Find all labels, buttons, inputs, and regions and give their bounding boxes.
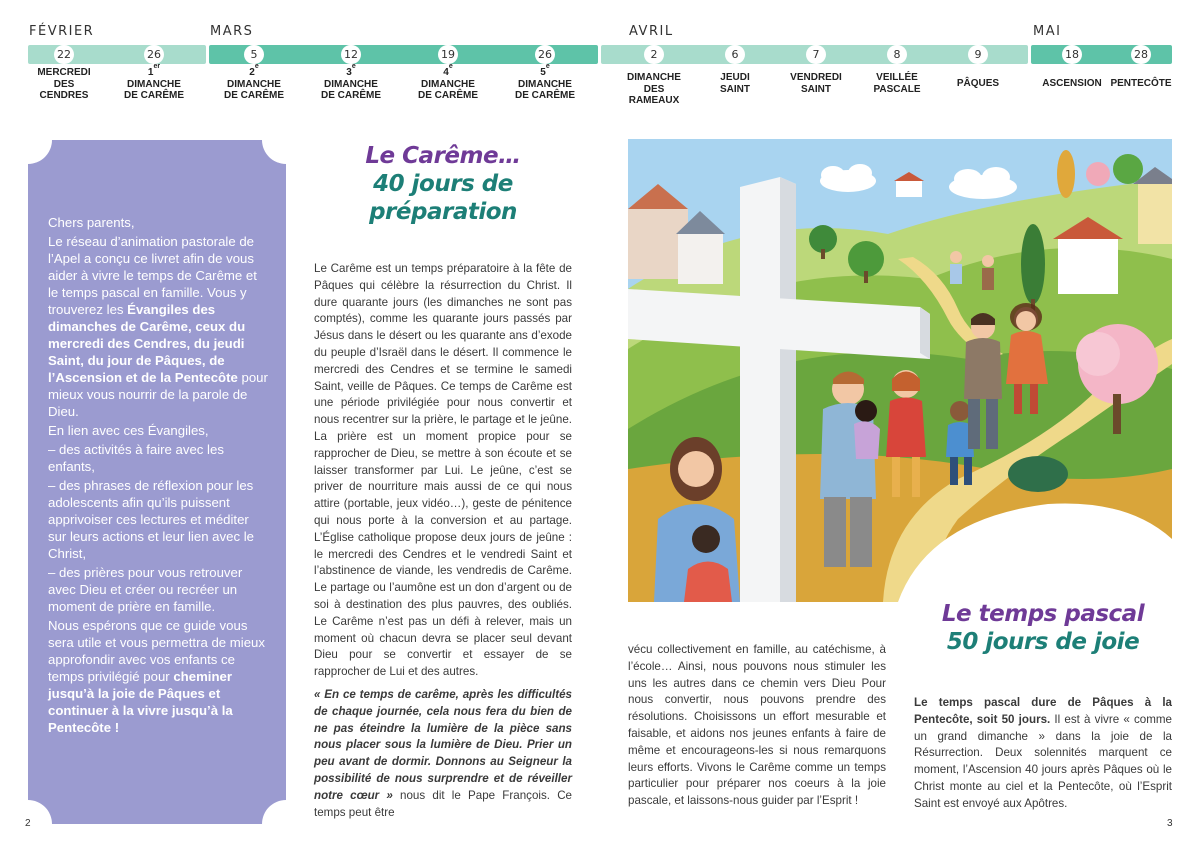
event-jeudi-saint (689, 72, 781, 95)
title-line: 40 jours de (373, 171, 513, 197)
event-veillee-pascale (851, 72, 943, 95)
date-pill: 12 (341, 45, 361, 64)
careme-title (300, 142, 586, 226)
month-label: FÉVRIER (29, 24, 95, 39)
event-line: DIMANCHE (627, 72, 681, 83)
event-dimanche-careme-4 (402, 63, 494, 102)
date-pill: 18 (1062, 45, 1082, 64)
event-dimanche-careme-5 (499, 63, 591, 102)
pascal-title (914, 600, 1172, 656)
intro-list-item: – des prières pour vous retrouver avec Dieu et créer ou recréer un moment de prière en famille. (48, 565, 243, 614)
intro-list-item: – des activités à faire avec les enfants, (48, 442, 224, 474)
title-line: Le temps pascal (941, 601, 1145, 627)
event-line: DIMANCHE (421, 78, 475, 90)
event-line: DIMANCHE (324, 78, 378, 90)
event-line: JEUDI (720, 72, 750, 83)
month-label: MARS (210, 24, 254, 39)
intro-list-item: – des phrases de réflexion pour les adolescents afin qu’ils puissent apprivoiser ces lectures et méditer sur leurs actions et leur lien avec le Christ, (48, 478, 254, 561)
event-ordinal: 4e (443, 63, 453, 78)
date-pill: 7 (806, 45, 826, 64)
event-line: DIMANCHE (227, 78, 281, 90)
intro-panel (28, 140, 286, 824)
pascal-paragraph: Le temps pascal dure de Pâques à la Pentecôte, soit 50 jours. Il est à vivre « comme un grand dimanche » dans la joie de la Résurrection. Deux solennités marquent ce moment, l’Ascension 40 jours après Pâques où le Christ monte au ciel et la Pentecôte, où l’Esprit Saint est envoyé aux Apôtres. (914, 696, 1172, 810)
event-line: DIMANCHE (127, 78, 181, 90)
intro-letter (48, 214, 270, 738)
event-ordinal: 1er (147, 63, 161, 78)
page-number-left: 2 (25, 818, 31, 829)
event-vendredi-saint (770, 72, 862, 95)
event-line: DE CARÊME (223, 90, 284, 101)
date-pill: 2 (644, 45, 664, 64)
event-line: SAINT (720, 83, 750, 95)
careme-paragraph: vécu collectivement en famille, au catéchisme, à l’école… Ainsi, nous pouvons nous stimuler les uns les autres dans ce chemin vers Dieu Pour nous convertir, nous pouvons prendre des résolutions. Choisissons un effort mesurable et faisable, et aidons nos jeunes enfants à faire de même et encourageons-les si nous remarquons leurs efforts. Vivons le Carême comme un temps particulier pour préparer nos coeurs à la joie pascale, et laissons-nous guider par l’Esprit ! (628, 643, 886, 808)
event-mercredi-cendres (18, 67, 110, 102)
date-pill: 8 (887, 45, 907, 64)
illustration-cross-family (628, 139, 1172, 602)
careme-body (314, 261, 572, 821)
event-line: DES (643, 83, 665, 95)
date-pill: 22 (54, 45, 74, 64)
title-line: Le Carême… (365, 143, 521, 169)
event-line: VENDREDI (790, 72, 842, 83)
event-ordinal: 2e (249, 63, 259, 78)
event-line: SAINT (801, 83, 831, 95)
event-line: DE CARÊME (417, 90, 478, 101)
date-pill: 26 (144, 45, 164, 64)
date-pill: 6 (725, 45, 745, 64)
title-line: 50 jours de joie (946, 629, 1140, 655)
intro-paragraph: Le réseau d’animation pastorale de l’Apel a conçu ce livret afin de vous aider à vivre le temps de Carême et le temps pascal en famille. Vous y trouverez les Évangiles des dimanches de Carême, ceux du mercredi des Cendres, du jeudi Saint, du jour de Pâques, de l’Ascension et de la Pentecôte pour mieux vous nourrir de la parole de Dieu. (48, 234, 268, 419)
event-pentecote (1095, 78, 1187, 90)
event-line: MERCREDI (37, 67, 91, 78)
event-line: VEILLÉE (876, 72, 918, 83)
event-line: RAMEAUX (628, 95, 680, 106)
month-label: MAI (1033, 24, 1062, 39)
event-line: DE CARÊME (320, 90, 381, 101)
greeting: Chers parents, (48, 215, 135, 230)
date-pill: 28 (1131, 45, 1151, 64)
event-dimanche-rameaux (608, 72, 700, 107)
event-line: PÂQUES (956, 78, 1000, 89)
careme-continued (628, 642, 886, 810)
event-dimanche-careme-2 (208, 63, 300, 102)
panel-corner-notch (28, 800, 52, 824)
event-line: ASCENSION (1042, 78, 1102, 89)
event-line: DES (53, 78, 75, 90)
event-line: DIMANCHE (518, 78, 572, 90)
page-number-right: 3 (1167, 818, 1173, 829)
date-pill: 5 (244, 45, 264, 64)
event-line: DE CARÊME (123, 90, 184, 101)
date-pill: 26 (535, 45, 555, 64)
pascal-body (914, 695, 1172, 813)
event-ordinal: 5e (540, 63, 550, 78)
panel-corner-notch (262, 800, 286, 824)
event-line: CENDRES (39, 90, 89, 101)
event-ordinal: 3e (346, 63, 356, 78)
title-line: préparation (369, 199, 517, 225)
panel-corner-notch (28, 140, 52, 164)
intro-paragraph: En lien avec ces Évangiles, (48, 423, 209, 438)
event-paques (932, 78, 1024, 90)
event-line: PENTECÔTE (1110, 78, 1172, 89)
event-line: DE CARÊME (514, 90, 575, 101)
event-dimanche-careme-3 (305, 63, 397, 102)
intro-paragraph: Nous espérons que ce guide vous sera utile et vous permettra de mieux approfondir avec vos enfants ce temps privilégié pour cheminer jusqu’à la joie de Pâques et continuer à la vivre jusqu’à la Pentecôte ! (48, 618, 265, 735)
month-label: AVRIL (629, 24, 674, 39)
careme-paragraph: Le Carême est un temps préparatoire à la fête de Pâques qui célèbre la résurrection du Christ. Il dure quarante jours (les dimanches ne sont pas comptés), comme les quarante jours passés par Jésus dans le désert ou les quarante ans d’exode du peuple d’Israël dans le désert. Il commence le mercredi des Cendres et se termine le samedi Saint, veille de Pâques. Ce temps de Carême est une période privilégiée pour nous convertir et nous recentrer sur la prière, le partage et le jeûne. La prière est un moment propice pour se rapprocher de Dieu, se mettre à son écoute et se laisser transformer par Lui. Le jeûne, c’est se priver de nourriture mais aussi de ce qui nous attire (portable, jeux vidéo…), geste de pénitence qui nous porte à la conversion et au partage. L’Église catholique propose deux jours de jeûne : le mercredi des Cendres et le vendredi Saint et l’abstinence de viande, les vendredis de Carême. Le partage ou l’aumône est un don d’argent ou de soi à destination des plus pauvres, des oubliés. Le Carême n’est pas un défi à relever, mais un moment où chacun devra se placer seul devant Dieu pour se convertir et essayer de se rapprocher de Lui et des autres. (314, 262, 572, 679)
event-line: PASCALE (873, 83, 921, 95)
panel-corner-notch (262, 140, 286, 164)
date-pill: 19 (438, 45, 458, 64)
event-dimanche-careme-1 (108, 63, 200, 102)
date-pill: 9 (968, 45, 988, 64)
pope-quote-paragraph: « En ce temps de carême, après les difficultés de chaque journée, cela nous fera du bien de ne pas éteindre la lumière de la pièce sans nous placer sous la lumière de Dieu. Prier un peu avant de dormir. Donnons au Seigneur la possibilité de nous surprendre et de réveiller notre cœur » nous dit le Pape François. Ce temps peut être (314, 687, 573, 819)
